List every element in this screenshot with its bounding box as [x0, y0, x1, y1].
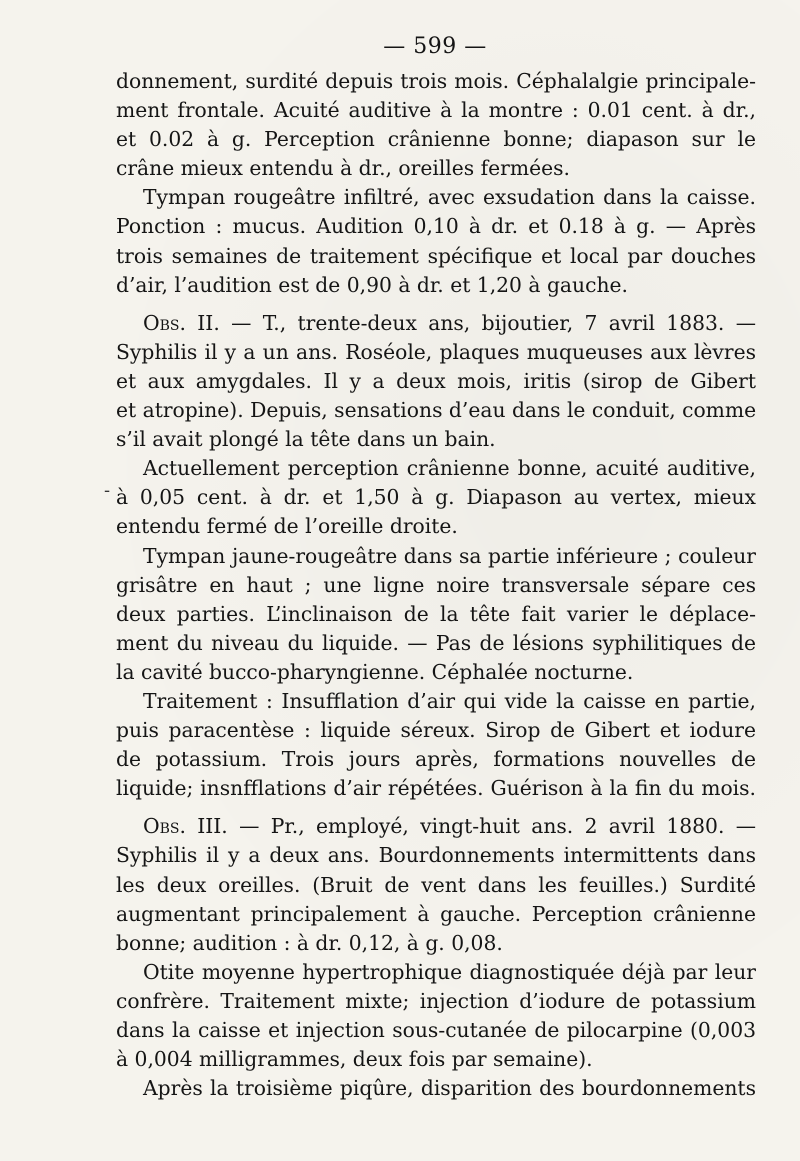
text-line: dans la caisse et injection sous-cutanée de pilocarpine (0,003 [116, 1018, 756, 1042]
text-line: Actuellement perception crânienne bonne, acuité auditive, [143, 456, 756, 481]
text-line: de potassium. Trois jours après, formations nouvelles de [116, 747, 756, 772]
text-line: Tympan rougeâtre infiltré, avec exsudation dans la caisse. [143, 185, 756, 210]
text-line: puis paracentèse : liquide séreux. Sirop de Gibert et iodure [116, 718, 756, 743]
text-line: les deux oreilles. (Bruit de vent dans les feuilles.) Surdité [116, 872, 756, 897]
text-line: augmentant principalement à gauche. Perception crânienne [116, 901, 756, 926]
text-line: grisâtre en haut ; une ligne noire transversale sépare ces [116, 572, 756, 597]
text-line: Syphilis il y a deux ans. Bourdonnements intermittents dans [116, 843, 756, 868]
text-line: s’il avait plongé la tête dans un bain. [116, 427, 496, 452]
text-line: Syphilis il y a un ans. Roséole, plaques muqueuses aux lèvres [116, 339, 756, 364]
text-line: deux parties. L’inclinaison de la tête fait varier le déplace- [116, 601, 756, 626]
paragraph-gap [116, 300, 756, 309]
text-line: trois semaines de traitement spécifique et local par douches [116, 243, 756, 268]
text-line: et aux amygdales. Il y a deux mois, iritis (sirop de Gibert [116, 368, 756, 393]
observation-header-text: — Pr., employé, vingt-huit ans. 2 avril 1880. — [227, 814, 756, 839]
text-line: d’air, l’audition est de 0,90 à dr. et 1,20 à gauche. [116, 272, 628, 297]
text-line: liquide; insnfflations d’air répétées. Guérison à la fin du mois. [116, 776, 756, 801]
margin-mark: - [104, 480, 111, 501]
text-line: bonne; audition : à dr. 0,12, à g. 0,08. [116, 930, 503, 955]
text-line: Tympan jaune-rougeâtre dans sa partie inférieure ; couleur [143, 543, 756, 568]
text-line: et 0.02 à g. Perception crânienne bonne; diapason sur le [116, 127, 756, 152]
page-number: — 599 — [383, 34, 487, 59]
text-line: entendu fermé de l’oreille droite. [116, 514, 458, 539]
observation-header-text: — T., trente-deux ans, bijoutier, 7 avril 1883. — [219, 310, 756, 335]
text-line: donnement, surdité depuis trois mois. Céphalalgie principale- [116, 69, 756, 93]
text-line: confrère. Traitement mixte; injection d’iodure de potassium [116, 988, 756, 1013]
observation-heading-line [116, 812, 756, 841]
text-line: Ponction : mucus. Audition 0,10 à dr. et 0.18 à g. — Après [116, 214, 756, 239]
text-line: crâne mieux entendu à dr., oreilles fermées. [116, 156, 570, 181]
paragraph-gap [116, 803, 756, 812]
text-line: et atropine). Depuis, sensations d’eau dans le conduit, comme [116, 398, 757, 423]
text-line: Traitement : Insufflation d’air qui vide la caisse en partie, [143, 688, 756, 713]
observation-label: Obs. III. [143, 814, 228, 839]
text-line: la cavité bucco-pharyngienne. Céphalée nocturne. [116, 659, 634, 684]
observation-label: Obs. II. [143, 310, 220, 335]
text-line: à 0,004 milligrammes, deux fois par semaine). [116, 1047, 593, 1072]
text-line: Otite moyenne hypertrophique diagnostiquée déjà par leur [143, 959, 756, 984]
text-line: à 0,05 cent. à dr. et 1,50 à g. Diapason au vertex, mieux [116, 485, 756, 510]
body-text [116, 67, 756, 1103]
observation-heading-line [116, 309, 756, 338]
text-line: ment du niveau du liquide. — Pas de lésions syphilitiques de [116, 630, 756, 655]
text-line: Après la troisième piqûre, disparition des bourdonnements [143, 1076, 756, 1101]
text-line: ment frontale. Acuité auditive à la montre : 0.01 cent. à dr., [116, 98, 756, 123]
